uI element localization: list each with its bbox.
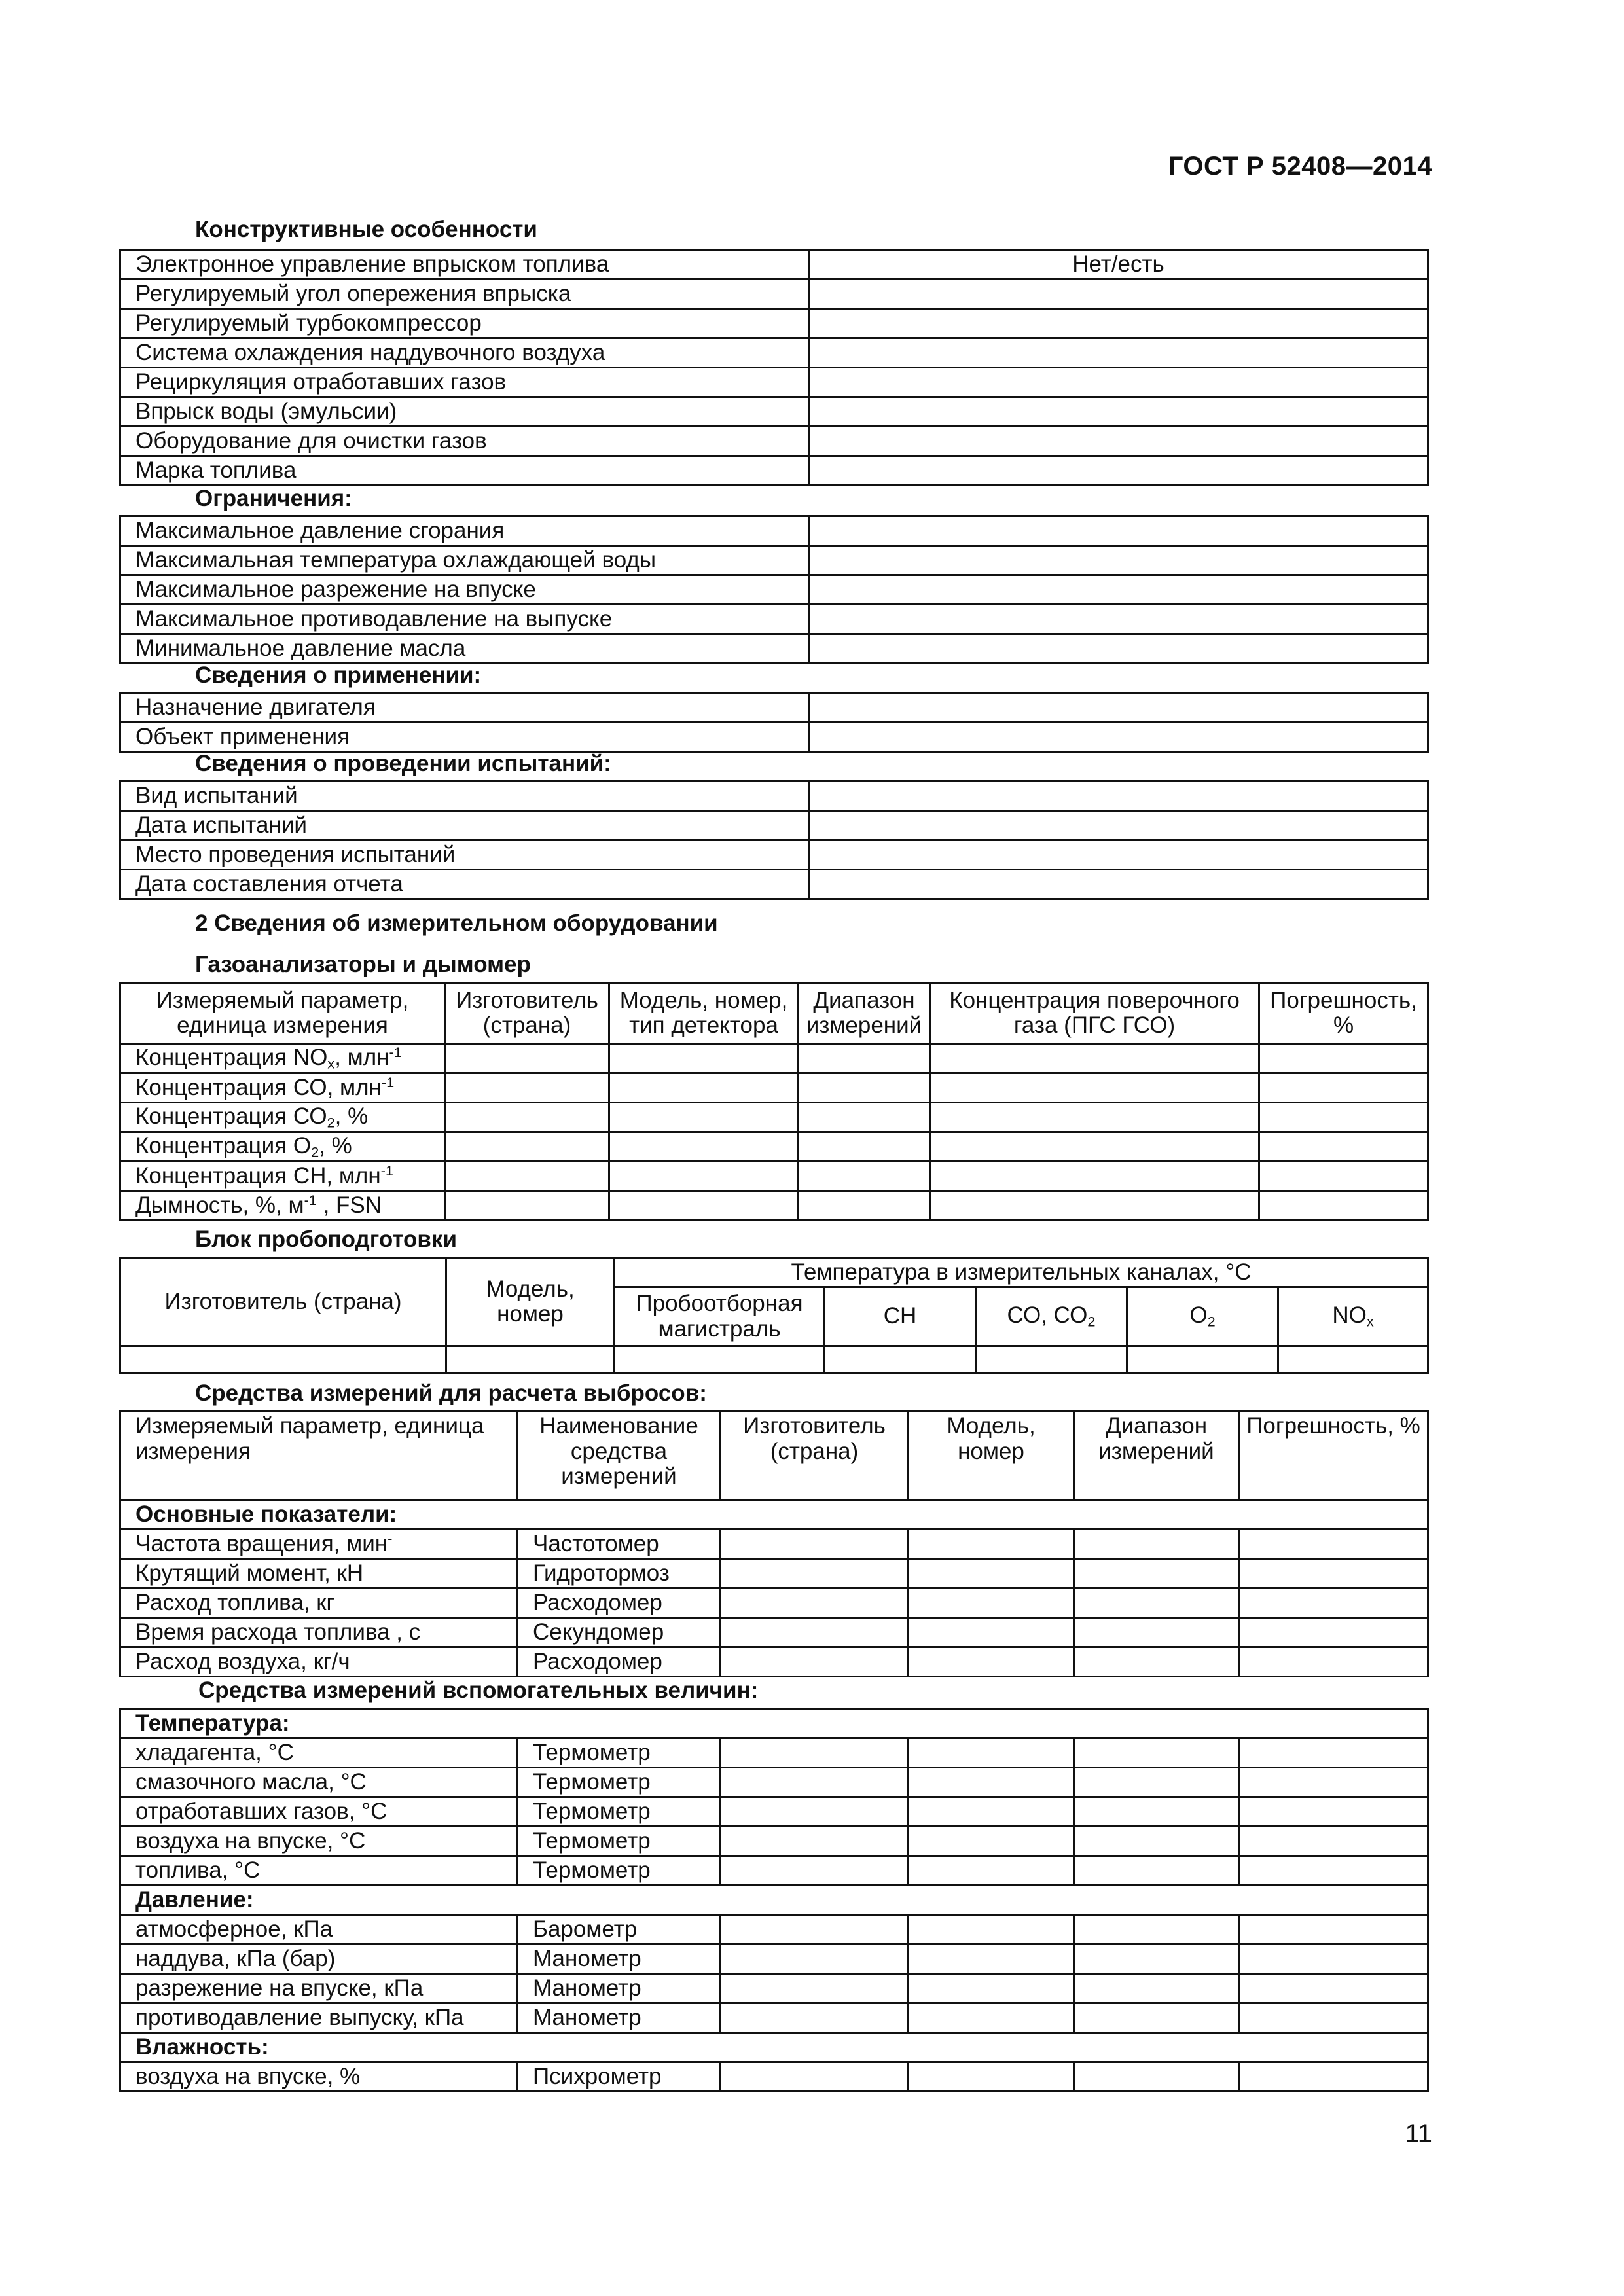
gas-row [120, 1073, 1428, 1103]
prep-header-row-1 [120, 1258, 1428, 1287]
limits-label: Максимальное давление сгорания [120, 516, 809, 546]
prep-header-sample-line: Пробоотборная магистраль [615, 1287, 825, 1346]
design-value-cell [809, 279, 1428, 309]
tests-table [119, 780, 1429, 900]
design-value-cell [809, 456, 1428, 486]
emission-main-label: Основные показатели: [120, 1500, 1428, 1530]
aux-group-label: Влажность: [120, 2033, 1428, 2062]
aux-cell [909, 2062, 1074, 2092]
gas-header-parameter: Измеряемый параметр, единица измерения [120, 983, 445, 1044]
gas-cell [799, 1103, 930, 1132]
design-label: Система охлаждения наддувочного воздуха [120, 338, 809, 368]
gas-cell [445, 1073, 609, 1103]
aux-cell [1074, 1915, 1239, 1945]
limits-table [119, 515, 1429, 664]
gas-parameter: Концентрация $СО_2$, % [120, 1103, 445, 1132]
aux-cell [721, 1797, 909, 1827]
tests-label: Дата составления отчета [120, 870, 809, 899]
emission-cell [1239, 1588, 1428, 1618]
aux-cell [1074, 1768, 1239, 1797]
aux-instrument: Барометр [518, 1915, 721, 1945]
aux-cell [1239, 1738, 1428, 1768]
gas-row [120, 1191, 1428, 1221]
gas-row [120, 1103, 1428, 1132]
application-label: Назначение двигателя [120, 693, 809, 723]
aux-row [120, 1797, 1428, 1827]
tests-value-cell [809, 870, 1428, 899]
aux-parameter: отработавших газов, °С [120, 1797, 518, 1827]
tests-value-cell [809, 811, 1428, 840]
emission-cell [909, 1588, 1074, 1618]
emission-parameter: Время расхода топлива , с [120, 1618, 518, 1647]
gas-cell [445, 1191, 609, 1221]
aux-cell [909, 2003, 1074, 2033]
tests-row [120, 870, 1428, 899]
gas-cell [930, 1103, 1259, 1132]
aux-cell [721, 1915, 909, 1945]
limits-value-cell [809, 546, 1428, 575]
aux-cell [1239, 1974, 1428, 2003]
sample-prep-table [119, 1257, 1429, 1374]
emission-row [120, 1647, 1428, 1677]
limits-label: Максимальное разрежение на впуске [120, 575, 809, 605]
aux-group-row [120, 1709, 1428, 1738]
gas-header-model: Модель, номер, тип детектора [609, 983, 799, 1044]
design-row [120, 456, 1428, 486]
limits-row [120, 605, 1428, 634]
gas-cell [799, 1132, 930, 1162]
aux-row [120, 1945, 1428, 1974]
aux-instrument: Психрометр [518, 2062, 721, 2092]
limits-value-cell [809, 634, 1428, 664]
application-row [120, 723, 1428, 752]
aux-cell [721, 2062, 909, 2092]
limits-label: Максимальная температура охлаждающей воды [120, 546, 809, 575]
gas-cell [799, 1191, 930, 1221]
aux-instrument: Манометр [518, 1945, 721, 1974]
aux-cell [1074, 1856, 1239, 1886]
emission-header-parameter: Измеряемый параметр, единица измерения [120, 1412, 518, 1500]
design-label: Регулируемый угол опережения впрыска [120, 279, 809, 309]
emission-cell [909, 1559, 1074, 1588]
design-label: Марка топлива [120, 456, 809, 486]
gas-cell [609, 1103, 799, 1132]
aux-parameter: атмосферное, кПа [120, 1915, 518, 1945]
gas-cell [1259, 1073, 1428, 1103]
aux-row [120, 1738, 1428, 1768]
design-value-cell [809, 338, 1428, 368]
emission-header-range: Диапазон измерений [1074, 1412, 1239, 1500]
aux-cell [721, 1738, 909, 1768]
gas-cell [1259, 1044, 1428, 1073]
gas-cell [445, 1162, 609, 1191]
emission-cell [1239, 1530, 1428, 1559]
aux-instrument: Манометр [518, 1974, 721, 2003]
design-row [120, 338, 1428, 368]
limits-label: Максимальное противодавление на выпуске [120, 605, 809, 634]
aux-parameter: воздуха на впуске, °С [120, 1827, 518, 1856]
emission-cell [721, 1618, 909, 1647]
aux-instrument: Манометр [518, 2003, 721, 2033]
aux-cell [909, 1945, 1074, 1974]
design-value-cell [809, 427, 1428, 456]
gas-parameter: Дымность, %, $м^{-1}$ , FSN [120, 1191, 445, 1221]
aux-cell [909, 1974, 1074, 2003]
design-row [120, 397, 1428, 427]
aux-cell [1074, 2003, 1239, 2033]
emission-cell [1074, 1588, 1239, 1618]
aux-cell [1239, 1856, 1428, 1886]
emission-parameter: Расход топлива, кг [120, 1588, 518, 1618]
emission-instrument: Секундомер [518, 1618, 721, 1647]
emission-cell [721, 1647, 909, 1677]
gas-header-cal-gas: Концентрация поверочного газа (ПГС ГСО) [930, 983, 1259, 1044]
emission-instruments-table [119, 1410, 1429, 1677]
emission-header-maker: Изготовитель (страна) [721, 1412, 909, 1500]
aux-row [120, 1974, 1428, 2003]
aux-cell [721, 1827, 909, 1856]
gas-cell [445, 1044, 609, 1073]
gas-cell [930, 1132, 1259, 1162]
aux-group-label: Температура: [120, 1709, 1428, 1738]
design-row [120, 279, 1428, 309]
design-row [120, 368, 1428, 397]
aux-cell [909, 1915, 1074, 1945]
gas-header-row [120, 983, 1428, 1044]
prep-header-ch: СН [825, 1287, 976, 1346]
emission-row [120, 1588, 1428, 1618]
gas-analyzers-title: Газоанализаторы и дымомер [195, 952, 531, 977]
gas-header-error: Погрешность, % [1259, 983, 1428, 1044]
aux-group-row [120, 1886, 1428, 1915]
gas-cell [1259, 1132, 1428, 1162]
design-label: Регулируемый турбокомпрессор [120, 309, 809, 338]
limits-row [120, 516, 1428, 546]
aux-cell [1074, 1797, 1239, 1827]
aux-cell [1239, 2062, 1428, 2092]
emission-cell [721, 1530, 909, 1559]
application-value-cell [809, 723, 1428, 752]
aux-instrument: Термометр [518, 1768, 721, 1797]
gas-cell [799, 1044, 930, 1073]
tests-value-cell [809, 781, 1428, 811]
emission-row [120, 1559, 1428, 1588]
aux-cell [909, 1797, 1074, 1827]
gas-cell [799, 1162, 930, 1191]
emission-instrument: Гидротормоз [518, 1559, 721, 1588]
gas-cell [1259, 1162, 1428, 1191]
gas-parameter: Концентрация $О_2$, % [120, 1132, 445, 1162]
aux-cell [1074, 1738, 1239, 1768]
application-title: Сведения о применении: [195, 662, 482, 688]
aux-group-row [120, 2033, 1428, 2062]
emission-instruments-title: Средства измерений для расчета выбросов: [195, 1380, 707, 1406]
design-label: Оборудование для очистки газов [120, 427, 809, 456]
aux-cell [1239, 1797, 1428, 1827]
aux-cell [909, 1827, 1074, 1856]
emission-instrument: Расходомер [518, 1647, 721, 1677]
prep-empty-row [120, 1346, 1428, 1374]
design-value-cell [809, 368, 1428, 397]
design-label: Впрыск воды (эмульсии) [120, 397, 809, 427]
aux-row [120, 2003, 1428, 2033]
aux-instruments-table [119, 1708, 1429, 2092]
gas-cell [930, 1073, 1259, 1103]
gas-header-maker: Изготовитель (страна) [445, 983, 609, 1044]
limits-row [120, 634, 1428, 664]
gas-parameter: Концентрация $NO_x$, млн$^{-1}$ [120, 1044, 445, 1073]
gas-cell [930, 1191, 1259, 1221]
emission-cell [1239, 1647, 1428, 1677]
application-row [120, 693, 1428, 723]
aux-parameter: хладагента, °С [120, 1738, 518, 1768]
emission-cell [1239, 1559, 1428, 1588]
document-code: ГОСТ Р 52408—2014 [1168, 152, 1432, 181]
gas-cell [799, 1073, 930, 1103]
aux-cell [1074, 1974, 1239, 2003]
design-label: Рециркуляция отработавших газов [120, 368, 809, 397]
aux-row [120, 1915, 1428, 1945]
tests-row [120, 781, 1428, 811]
gas-row [120, 1162, 1428, 1191]
design-row [120, 309, 1428, 338]
aux-instrument: Термометр [518, 1827, 721, 1856]
aux-cell [1239, 1945, 1428, 1974]
gas-cell [1259, 1103, 1428, 1132]
emission-parameter: Расход воздуха, кг/ч [120, 1647, 518, 1677]
aux-row [120, 1856, 1428, 1886]
sample-prep-title: Блок пробоподготовки [195, 1227, 457, 1252]
aux-parameter: топлива, °С [120, 1856, 518, 1886]
emission-cell [1239, 1618, 1428, 1647]
design-value-header: Нет/есть [809, 250, 1428, 279]
aux-cell [721, 1856, 909, 1886]
gas-cell [609, 1162, 799, 1191]
prep-header-co-co2: СО, $СО_2$ [976, 1287, 1127, 1346]
design-value-cell [809, 309, 1428, 338]
aux-cell [1074, 1945, 1239, 1974]
prep-header-nox: $NO_x$ [1278, 1287, 1428, 1346]
gas-row [120, 1132, 1428, 1162]
limits-value-cell [809, 516, 1428, 546]
gas-cell [930, 1044, 1259, 1073]
aux-cell [721, 1974, 909, 2003]
tests-row [120, 840, 1428, 870]
aux-parameter: смазочного масла, °С [120, 1768, 518, 1797]
gas-cell [609, 1132, 799, 1162]
section-2-title: 2 Сведения об измерительном оборудовании [195, 910, 718, 936]
aux-cell [1239, 1915, 1428, 1945]
emission-main-label-row [120, 1500, 1428, 1530]
design-row [120, 427, 1428, 456]
aux-group-label: Давление: [120, 1886, 1428, 1915]
gas-parameter: Концентрация СН, млн$^{-1}$ [120, 1162, 445, 1191]
limits-value-cell [809, 605, 1428, 634]
gas-cell [445, 1103, 609, 1132]
aux-cell [1074, 2062, 1239, 2092]
emission-header-instrument: Наименование средства измерений [518, 1412, 721, 1500]
tests-title: Сведения о проведении испытаний: [195, 751, 611, 776]
prep-header-o2: $O_2$ [1127, 1287, 1278, 1346]
aux-instrument: Термометр [518, 1797, 721, 1827]
limits-label: Минимальное давление масла [120, 634, 809, 664]
aux-instrument: Термометр [518, 1738, 721, 1768]
emission-cell [1074, 1647, 1239, 1677]
application-table [119, 692, 1429, 753]
aux-parameter: противодавление выпуску, кПа [120, 2003, 518, 2033]
gas-cell [609, 1044, 799, 1073]
aux-cell [909, 1738, 1074, 1768]
aux-cell [909, 1768, 1074, 1797]
gas-cell [930, 1162, 1259, 1191]
prep-header-model: Модель, номер [446, 1258, 615, 1346]
gas-analyzers-table [119, 982, 1429, 1221]
application-label: Объект применения [120, 723, 809, 752]
emission-header-row [120, 1412, 1428, 1500]
aux-cell [1239, 1768, 1428, 1797]
aux-cell [721, 2003, 909, 2033]
emission-cell [909, 1530, 1074, 1559]
aux-cell [909, 1856, 1074, 1886]
emission-row [120, 1618, 1428, 1647]
aux-cell [721, 1945, 909, 1974]
gas-header-range: Диапазон измерений [799, 983, 930, 1044]
aux-instruments-title: Средства измерений вспомогательных величин: [198, 1677, 759, 1703]
gas-parameter: Концентрация СО, млн$^{-1}$ [120, 1073, 445, 1103]
aux-cell [1239, 1827, 1428, 1856]
emission-cell [1074, 1559, 1239, 1588]
tests-label: Вид испытаний [120, 781, 809, 811]
limits-title: Ограничения: [195, 486, 352, 511]
aux-parameter: воздуха на впуске, % [120, 2062, 518, 2092]
emission-instrument: Частотомер [518, 1530, 721, 1559]
design-row [120, 250, 1428, 279]
tests-row [120, 811, 1428, 840]
design-label: Электронное управление впрыском топлива [120, 250, 809, 279]
aux-instrument: Термометр [518, 1856, 721, 1886]
page-number: 11 [1405, 2119, 1432, 2148]
gas-row [120, 1044, 1428, 1073]
aux-parameter: наддува, кПа (бар) [120, 1945, 518, 1974]
limits-row [120, 546, 1428, 575]
gas-cell [1259, 1191, 1428, 1221]
emission-cell [1074, 1618, 1239, 1647]
tests-label: Место проведения испытаний [120, 840, 809, 870]
emission-instrument: Расходомер [518, 1588, 721, 1618]
aux-cell [1239, 2003, 1428, 2033]
design-value-cell [809, 397, 1428, 427]
emission-cell [721, 1588, 909, 1618]
limits-value-cell [809, 575, 1428, 605]
aux-parameter: разрежение на впуске, кПа [120, 1974, 518, 2003]
aux-row [120, 1827, 1428, 1856]
emission-parameter: Частота вращения, мин- [120, 1530, 518, 1559]
tests-value-cell [809, 840, 1428, 870]
application-value-cell [809, 693, 1428, 723]
prep-header-temperature: Температура в измерительных каналах, °С [615, 1258, 1428, 1287]
aux-row [120, 2062, 1428, 2092]
aux-row [120, 1768, 1428, 1797]
emission-header-model: Модель, номер [909, 1412, 1074, 1500]
emission-cell [909, 1647, 1074, 1677]
emission-row [120, 1530, 1428, 1559]
design-features-table [119, 249, 1429, 486]
gas-cell [609, 1191, 799, 1221]
emission-cell [721, 1559, 909, 1588]
tests-label: Дата испытаний [120, 811, 809, 840]
design-features-title: Конструктивные особенности [195, 217, 537, 242]
emission-cell [909, 1618, 1074, 1647]
prep-header-maker: Изготовитель (страна) [120, 1258, 446, 1346]
aux-cell [1074, 1827, 1239, 1856]
gas-cell [445, 1132, 609, 1162]
aux-cell [721, 1768, 909, 1797]
limits-row [120, 575, 1428, 605]
gas-cell [609, 1073, 799, 1103]
emission-parameter: Крутящий момент, кН [120, 1559, 518, 1588]
emission-cell [1074, 1530, 1239, 1559]
emission-header-error: Погрешность, % [1239, 1412, 1428, 1500]
